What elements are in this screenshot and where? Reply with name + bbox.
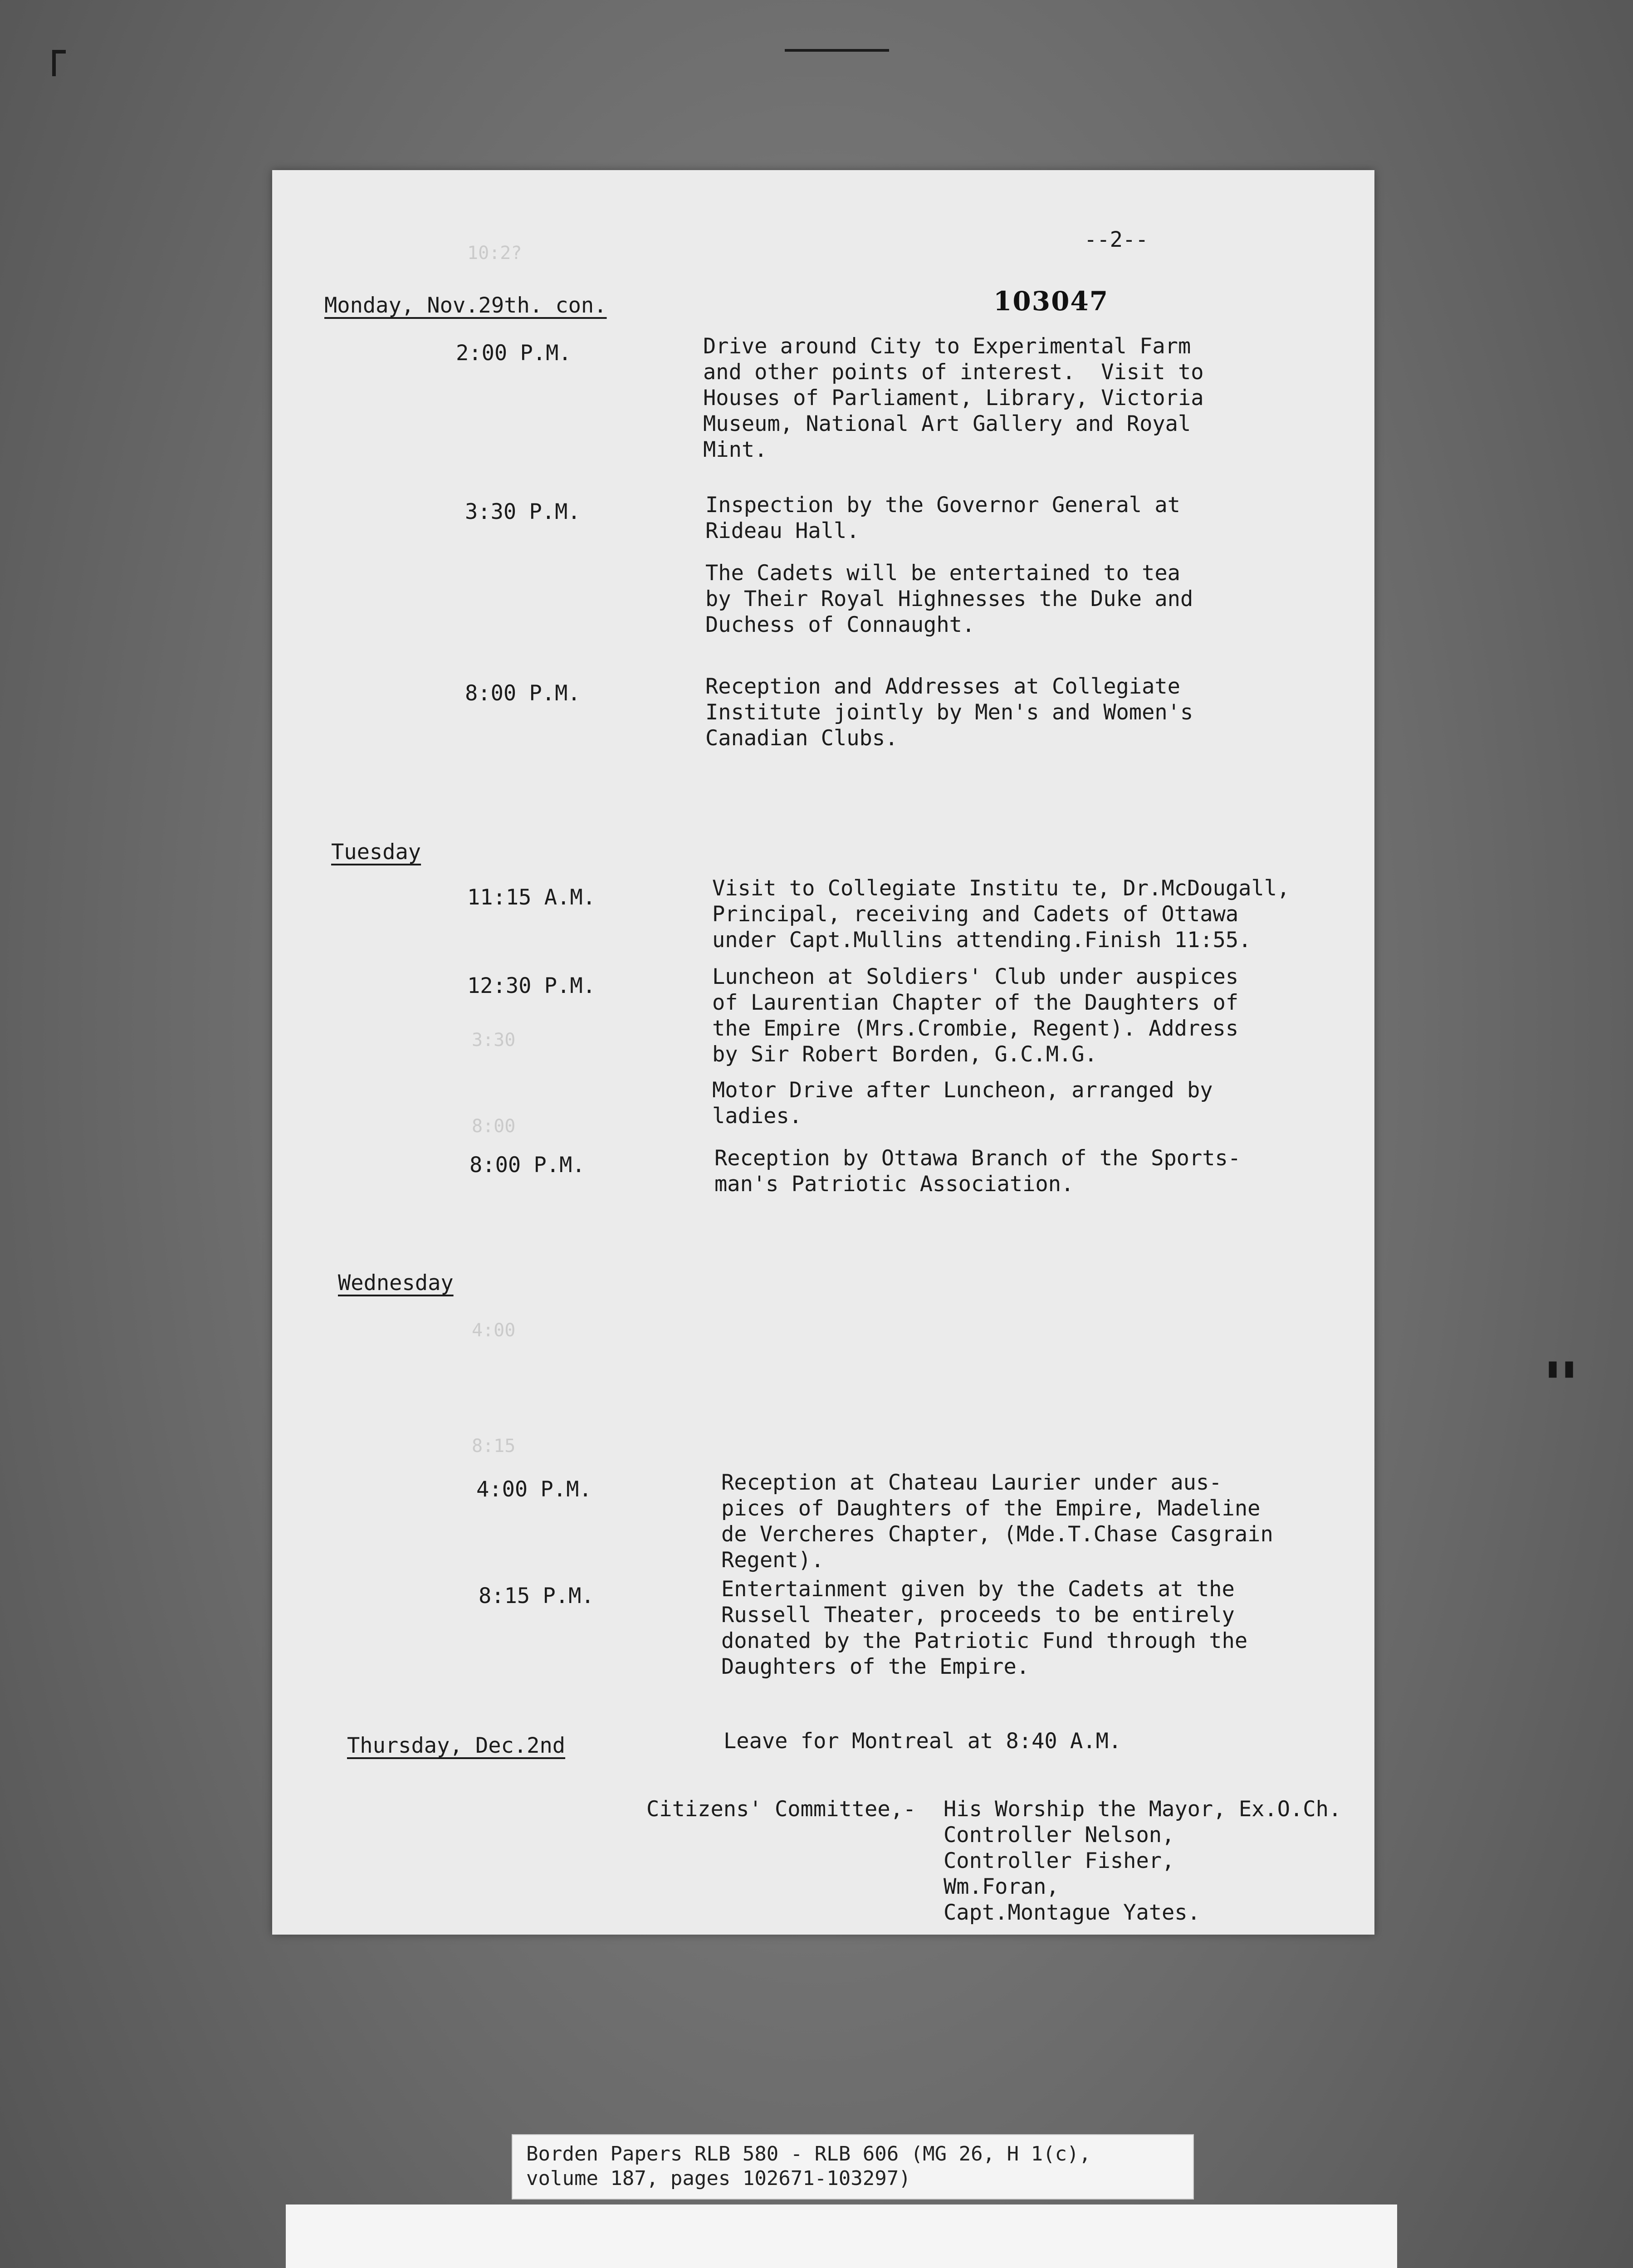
time-wednesday-1: 4:00 P.M. [476, 1477, 592, 1502]
entry-line: Institute jointly by Men's and Women's [705, 700, 1193, 725]
entry-line: Inspection by the Governor General at [705, 493, 1180, 518]
time-monday-2: 3:30 P.M. [465, 499, 581, 524]
entry-line: by Sir Robert Borden, G.C.M.G. [712, 1042, 1097, 1067]
caption-line-1: Borden Papers RLB 580 - RLB 606 (MG 26, H 1(c), [526, 2142, 1091, 2165]
bleed-through-text: 8:15 [472, 1436, 516, 1457]
time-monday-1: 2:00 P.M. [456, 341, 572, 366]
day-header-tuesday: Tuesday [331, 840, 421, 865]
entry-line: Drive around City to Experimental Farm [703, 334, 1191, 359]
entry-line: Entertainment given by the Cadets at the [721, 1577, 1235, 1602]
time-tuesday-4: 8:00 P.M. [469, 1153, 585, 1178]
bleed-through-text: 4:00 [472, 1320, 516, 1341]
entry-line: Visit to Collegiate Institu te, Dr.McDougall, [712, 876, 1290, 901]
day-header-wednesday: Wednesday [338, 1271, 454, 1295]
committee-label: Citizens' Committee,- [646, 1797, 916, 1822]
entry-line: Canadian Clubs. [705, 726, 898, 751]
day-header-thursday: Thursday, Dec.2nd [347, 1733, 566, 1758]
entry-line: ladies. [712, 1104, 802, 1129]
entry-line: Principal, receiving and Cadets of Ottawa [712, 902, 1239, 927]
caption-line-2: volume 187, pages 102671-103297) [526, 2167, 911, 2190]
entry-line: Daughters of the Empire. [721, 1654, 1030, 1679]
time-monday-4: 8:00 P.M. [465, 681, 581, 706]
film-top-mark [785, 49, 889, 52]
entry-line: Reception at Chateau Laurier under aus- [721, 1470, 1222, 1495]
entry-line: Rideau Hall. [705, 518, 860, 543]
entry-line: and other points of interest. Visit to [703, 360, 1204, 385]
entry-thursday: Leave for Montreal at 8:40 A.M. [724, 1729, 1122, 1754]
entry-line: Russell Theater, proceeds to be entirely [721, 1603, 1235, 1628]
committee-member: Wm.Foran, [944, 1874, 1059, 1899]
bleed-through-text: 10:2? [467, 243, 522, 264]
entry-line: The Cadets will be entertained to tea [705, 561, 1180, 586]
entry-line: donated by the Patriotic Fund through the [721, 1628, 1248, 1653]
entry-line: the Empire (Mrs.Crombie, Regent). Address [712, 1016, 1239, 1041]
bleed-through-text: 8:00 [472, 1116, 516, 1137]
committee-member: Capt.Montague Yates. [944, 1900, 1200, 1925]
entry-line: Regent). [721, 1548, 824, 1573]
archives-stamp [286, 2204, 1397, 2268]
entry-line: Luncheon at Soldiers' Club under auspices [712, 964, 1239, 989]
entry-line: under Capt.Mullins attending.Finish 11:55. [712, 928, 1252, 953]
time-wednesday-2: 8:15 P.M. [479, 1584, 594, 1608]
entry-line: pices of Daughters of the Empire, Madeline [721, 1496, 1261, 1521]
entry-line: Museum, National Art Gallery and Royal [703, 411, 1191, 436]
entry-line: of Laurentian Chapter of the Daughters of [712, 990, 1239, 1015]
entry-line: by Their Royal Highnesses the Duke and [705, 587, 1193, 611]
entry-line: Reception and Addresses at Collegiate [705, 674, 1180, 699]
document-number: 103047 [993, 286, 1109, 317]
entry-line: man's Patriotic Association. [714, 1172, 1074, 1197]
committee-member: Controller Fisher, [944, 1848, 1175, 1873]
committee-member: His Worship the Mayor, Ex.O.Ch. [944, 1797, 1342, 1822]
time-tuesday-1: 11:15 A.M. [467, 885, 596, 910]
film-corner-mark [52, 50, 66, 76]
entry-line: Duchess of Connaught. [705, 612, 975, 637]
collection-caption [512, 2134, 1194, 2200]
committee-member: Controller Nelson, [944, 1823, 1175, 1848]
time-tuesday-2: 12:30 P.M. [467, 973, 596, 998]
entry-line: Motor Drive after Luncheon, arranged by [712, 1078, 1213, 1103]
entry-line: Mint. [703, 437, 768, 462]
entry-line: de Vercheres Chapter, (Mde.T.Chase Casgrain [721, 1522, 1273, 1547]
page-number: --2-- [1084, 227, 1149, 252]
film-edge-marks: ▮▮ [1545, 1352, 1578, 1383]
entry-line: Houses of Parliament, Library, Victoria [703, 386, 1204, 411]
entry-line: Reception by Ottawa Branch of the Sports- [714, 1146, 1241, 1171]
day-header-monday: Monday, Nov.29th. con. [324, 293, 607, 318]
bleed-through-text: 3:30 [472, 1030, 516, 1051]
typed-document-page [272, 170, 1374, 1935]
